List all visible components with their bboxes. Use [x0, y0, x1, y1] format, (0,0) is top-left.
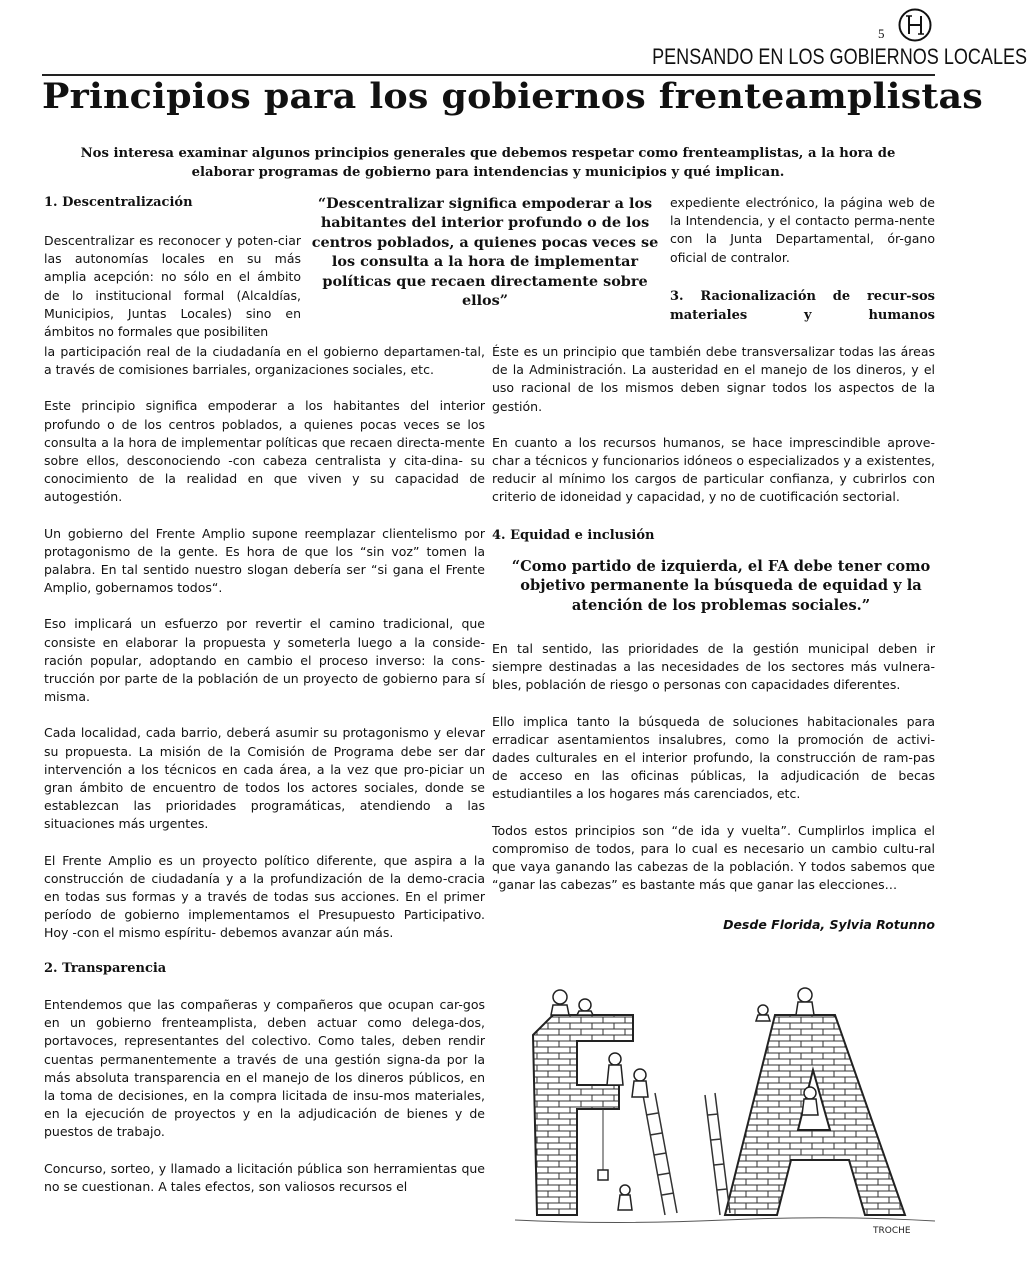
paragraph-transparencia: Entendemos que las compañeras y compañeros que ocupan car-gos en un gobierno frenteamplista, deben actuar como delega-dos, portavoces, representantes del colectivo. Como tales, deben rendir cuentas permanentemente a través de una gestión signa-da por la más absoluta transparencia en el manejo de los dineros públicos, en la toma de decisiones, en la compra licitada de insu-mos materiales, en la ejecución de proyectos y en la adjudicación de bienes y de puestos de trabajo.	[44, 996, 485, 1140]
paragraph-licitacion: Concurso, sorteo, y llamado a licitación pública son herramientas que no se cuestionan. A tales efectos, son valiosos recursos el	[44, 1160, 485, 1194]
section-title: PENSANDO EN LOS GOBIERNOS LOCALES	[652, 44, 1027, 69]
publication-logo-icon	[898, 8, 932, 42]
fa-construction-cartoon	[515, 975, 935, 1240]
left-column-body	[44, 343, 485, 1214]
page-number: 5	[878, 26, 885, 41]
paragraph-clientelismo: Un gobierno del Frente Amplio supone reemplazar clientelismo por protagonismo de la gente. Es hora de que los “sin voz” tomen la palabra. En tal sentido nuestro slogan debería ser “si gana el Frente Amplio, gobernamos todos“.	[44, 525, 485, 596]
paragraph-descentralizacion-intro: Descentralizar es reconocer y poten-ciar las autonomías locales en su más amplia acepción: no sólo en el ámbito de lo institucional formal (Alcaldías, Municipios, Juntas Locales) sino en ámbitos no formales que posibiliten	[44, 233, 301, 340]
paragraph-proyecto-politico: El Frente Amplio es un proyecto político diferente, que aspira a la construcción de ciudadanía y a la profundización de la demo-cracia en todas sus formas y a través de todas sus acciones. En el primer período de gobierno implementamos el Presupuesto Participativo. Hoy -con el mismo espíritu- debemos avanzar aún más.	[44, 852, 485, 941]
heading-descentralizacion: 1. Descentralización	[44, 195, 193, 210]
paragraph-camino-tradicional: Eso implicará un esfuerzo por revertir el camino tradicional, que consiste en elaborar la propuesta y someterla luego a la conside-ración popular, adoptando en cambio el proceso inverso: la cons-trucción por parte de la población de un proyecto de gobierno para sí misma.	[44, 616, 485, 705]
pull-quote-izquierda: “Como partido de izquierda, el FA debe tener como objetivo permanente la búsqueda de equidad y la atención de los problemas sociales.”	[511, 558, 931, 614]
paragraph-recursos-humanos: En cuanto a los recursos humanos, se hace imprescindible aprove-char a técnicos y funcionarios idóneos o especializados y a existentes, reducir al mínimo los cargos de particular confianza, y cubrirlos con criterio de idoneidad y capacidad, y no de cuotificación sectorial.	[492, 434, 935, 505]
cartoonist-signature: TROCHE	[873, 1226, 911, 1236]
heading-transparencia: 2. Transparencia	[44, 960, 167, 976]
paragraph-prioridades: En tal sentido, las prioridades de la gestión municipal deben ir siempre destinadas a las necesidades de los sectores más vulnera-bles, población de riesgo o personas con capacidades diferentes.	[492, 641, 935, 693]
right-column-body	[492, 343, 935, 525]
paragraph-participacion: la participación real de la ciudadanía en el gobierno departamen-tal, a través de comisiones barriales, organizaciones sociales, etc.	[44, 344, 485, 378]
paragraph-ida-y-vuelta: Todos estos principios son “de ida y vuelta”. Cumplirlos implica el compromiso de todos, para lo cual es necesario un cambio cultu-ral que vaya ganando las cabezas de la población. Y todos sabemos que “ganar las cabezas” es bastante más que ganar las elecciones…	[492, 822, 935, 893]
paragraph-soluciones: Ello implica tanto la búsqueda de soluciones habitacionales para erradicar asentamientos insalubres, como la promoción de activi-dades culturales en el interior profundo, la construcción de ram-pas de acceso en las oficinas públicas, la adjudicación de becas estudiantiles a los hogares más carenciados, etc.	[492, 713, 935, 802]
paragraph-expediente: expediente electrónico, la página web de la Intendencia, y el contacto perma-nente con la Junta Departamental, ór-gano oficial de contralor.	[670, 195, 935, 265]
heading-equidad: 4. Equidad e inclusión	[492, 528, 655, 543]
article-intro: Nos interesa examinar algunos principios generales que debemos respetar como frenteamplistas, a la hora de elaborar programas de gobierno para intendencias y municipios y qué implican.	[80, 146, 896, 180]
pull-quote-descentralizar: “Descentralizar significa empoderar a los habitantes del interior profundo o de los centros poblados, a quienes pocas veces se los consulta a la hora de implementar políticas que recaen directamente sobre ellos”	[311, 195, 659, 310]
paragraph-protagonismo: Cada localidad, cada barrio, deberá asumir su protagonismo y elevar su propuesta. La misión de la Comisión de Programa debe ser dar intervención a los técnicos en cada área, a la vez que pro-piciar un gran ámbito de encuentro de todos los actores sociales, donde se establezcan las prioridades programáticas, atendiendo a las situaciones más urgentes.	[44, 725, 485, 832]
right-column-body-2	[492, 640, 935, 912]
paragraph-austeridad: Éste es un principio que también debe transversalizar todas las áreas de la Administración. La austeridad en el manejo de los dineros, y el uso racional de los mismos deben signar todos los aspectos de la gestión.	[492, 344, 935, 414]
paragraph-empoderar: Este principio significa empoderar a los habitantes del interior profundo o de los centros poblados, a quienes pocas veces se los consulta a la hora de implementar políticas que recaen directa-mente sobre ellos, desconociendo -con cabeza centralista y cita-dina- su conocimiento de la realidad en que viven y su capacidad de autogestión.	[44, 398, 485, 505]
article-title: Principios para los gobiernos frenteamplistas	[42, 76, 983, 117]
heading-racionalizacion: 3. Racionalización de recur-sos materiales y humanos	[670, 289, 935, 323]
author-signature: Desde Florida, Sylvia Rotunno	[723, 917, 935, 932]
